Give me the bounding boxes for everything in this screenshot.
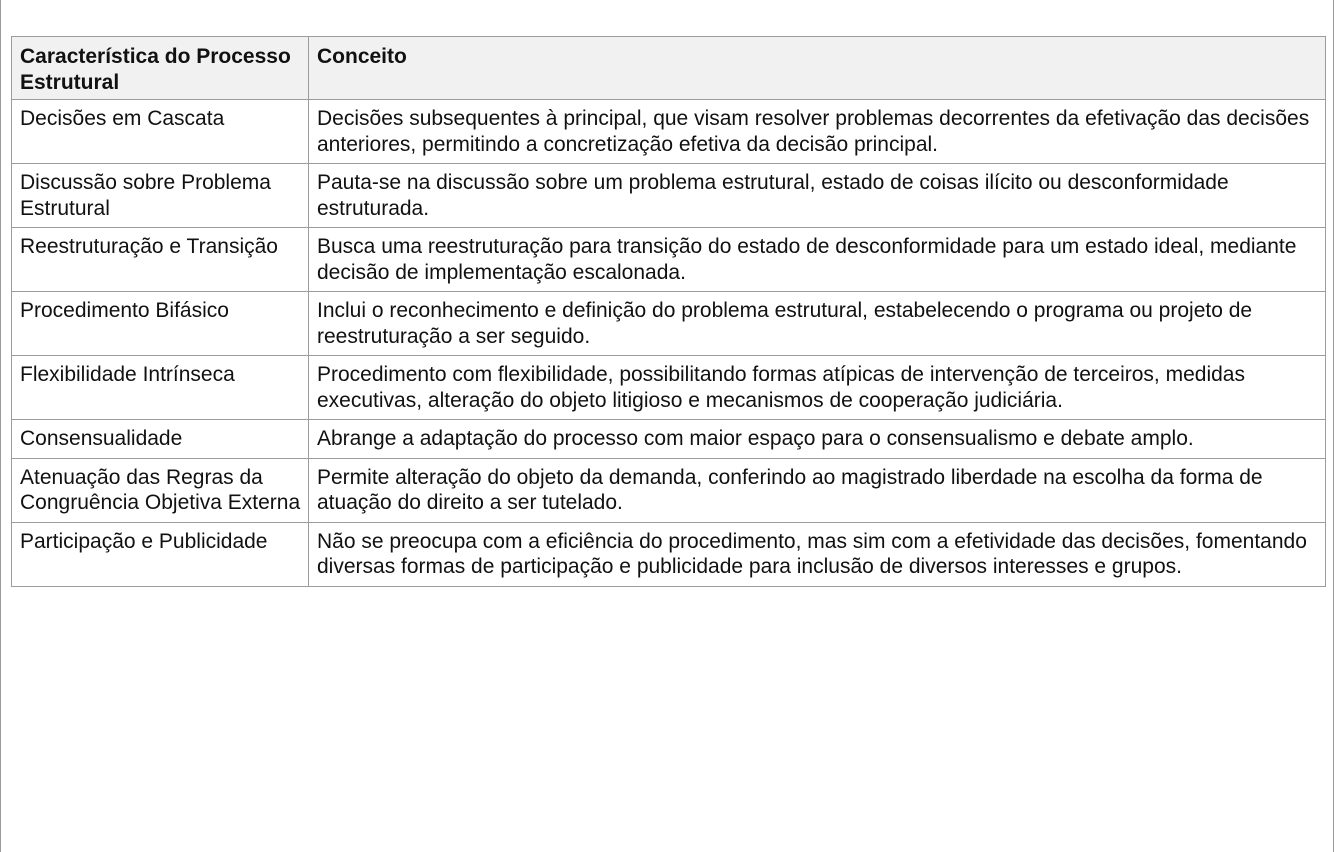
characteristic-cell: Consensualidade (12, 420, 309, 459)
header-concept: Conceito (309, 37, 1326, 100)
table-row (12, 458, 1326, 522)
table-row (12, 100, 1326, 164)
concept-cell: Pauta-se na discussão sobre um problema estrutural, estado de coisas ilícito ou desconformidade estruturada. (309, 164, 1326, 228)
characteristic-cell: Participação e Publicidade (12, 522, 309, 586)
characteristic-cell: Discussão sobre Problema Estrutural (12, 164, 309, 228)
characteristic-cell: Atenuação das Regras da Congruência Objetiva Externa (12, 458, 309, 522)
header-row (12, 37, 1326, 100)
concept-cell: Decisões subsequentes à principal, que visam resolver problemas decorrentes da efetivação das decisões anteriores, permitindo a concretização efetiva da decisão principal. (309, 100, 1326, 164)
concept-cell: Busca uma reestruturação para transição do estado de desconformidade para um estado ideal, mediante decisão de implementação escalonada. (309, 228, 1326, 292)
characteristics-table (11, 36, 1326, 587)
characteristic-cell: Reestruturação e Transição (12, 228, 309, 292)
table-row (12, 356, 1326, 420)
table-header (12, 37, 1326, 100)
table-row (12, 420, 1326, 459)
table-row (12, 164, 1326, 228)
characteristic-cell: Procedimento Bifásico (12, 292, 309, 356)
concept-cell: Permite alteração do objeto da demanda, conferindo ao magistrado liberdade na escolha da forma de atuação do direito a ser tutelado. (309, 458, 1326, 522)
concept-cell: Procedimento com flexibilidade, possibilitando formas atípicas de intervenção de terceiros, medidas executivas, alteração do objeto litigioso e mecanismos de cooperação judiciária. (309, 356, 1326, 420)
concept-cell: Inclui o reconhecimento e definição do problema estrutural, estabelecendo o programa ou projeto de reestruturação a ser seguido. (309, 292, 1326, 356)
header-characteristic: Característica do Processo Estrutural (12, 37, 309, 100)
table-row (12, 292, 1326, 356)
characteristic-cell: Flexibilidade Intrínseca (12, 356, 309, 420)
concept-cell: Abrange a adaptação do processo com maior espaço para o consensualismo e debate amplo. (309, 420, 1326, 459)
characteristic-cell: Decisões em Cascata (12, 100, 309, 164)
concept-cell: Não se preocupa com a eficiência do procedimento, mas sim com a efetividade das decisões, fomentando diversas formas de participação e publicidade para inclusão de diversos interesses e grupos. (309, 522, 1326, 586)
table-row (12, 522, 1326, 586)
table-body (12, 100, 1326, 587)
table-row (12, 228, 1326, 292)
